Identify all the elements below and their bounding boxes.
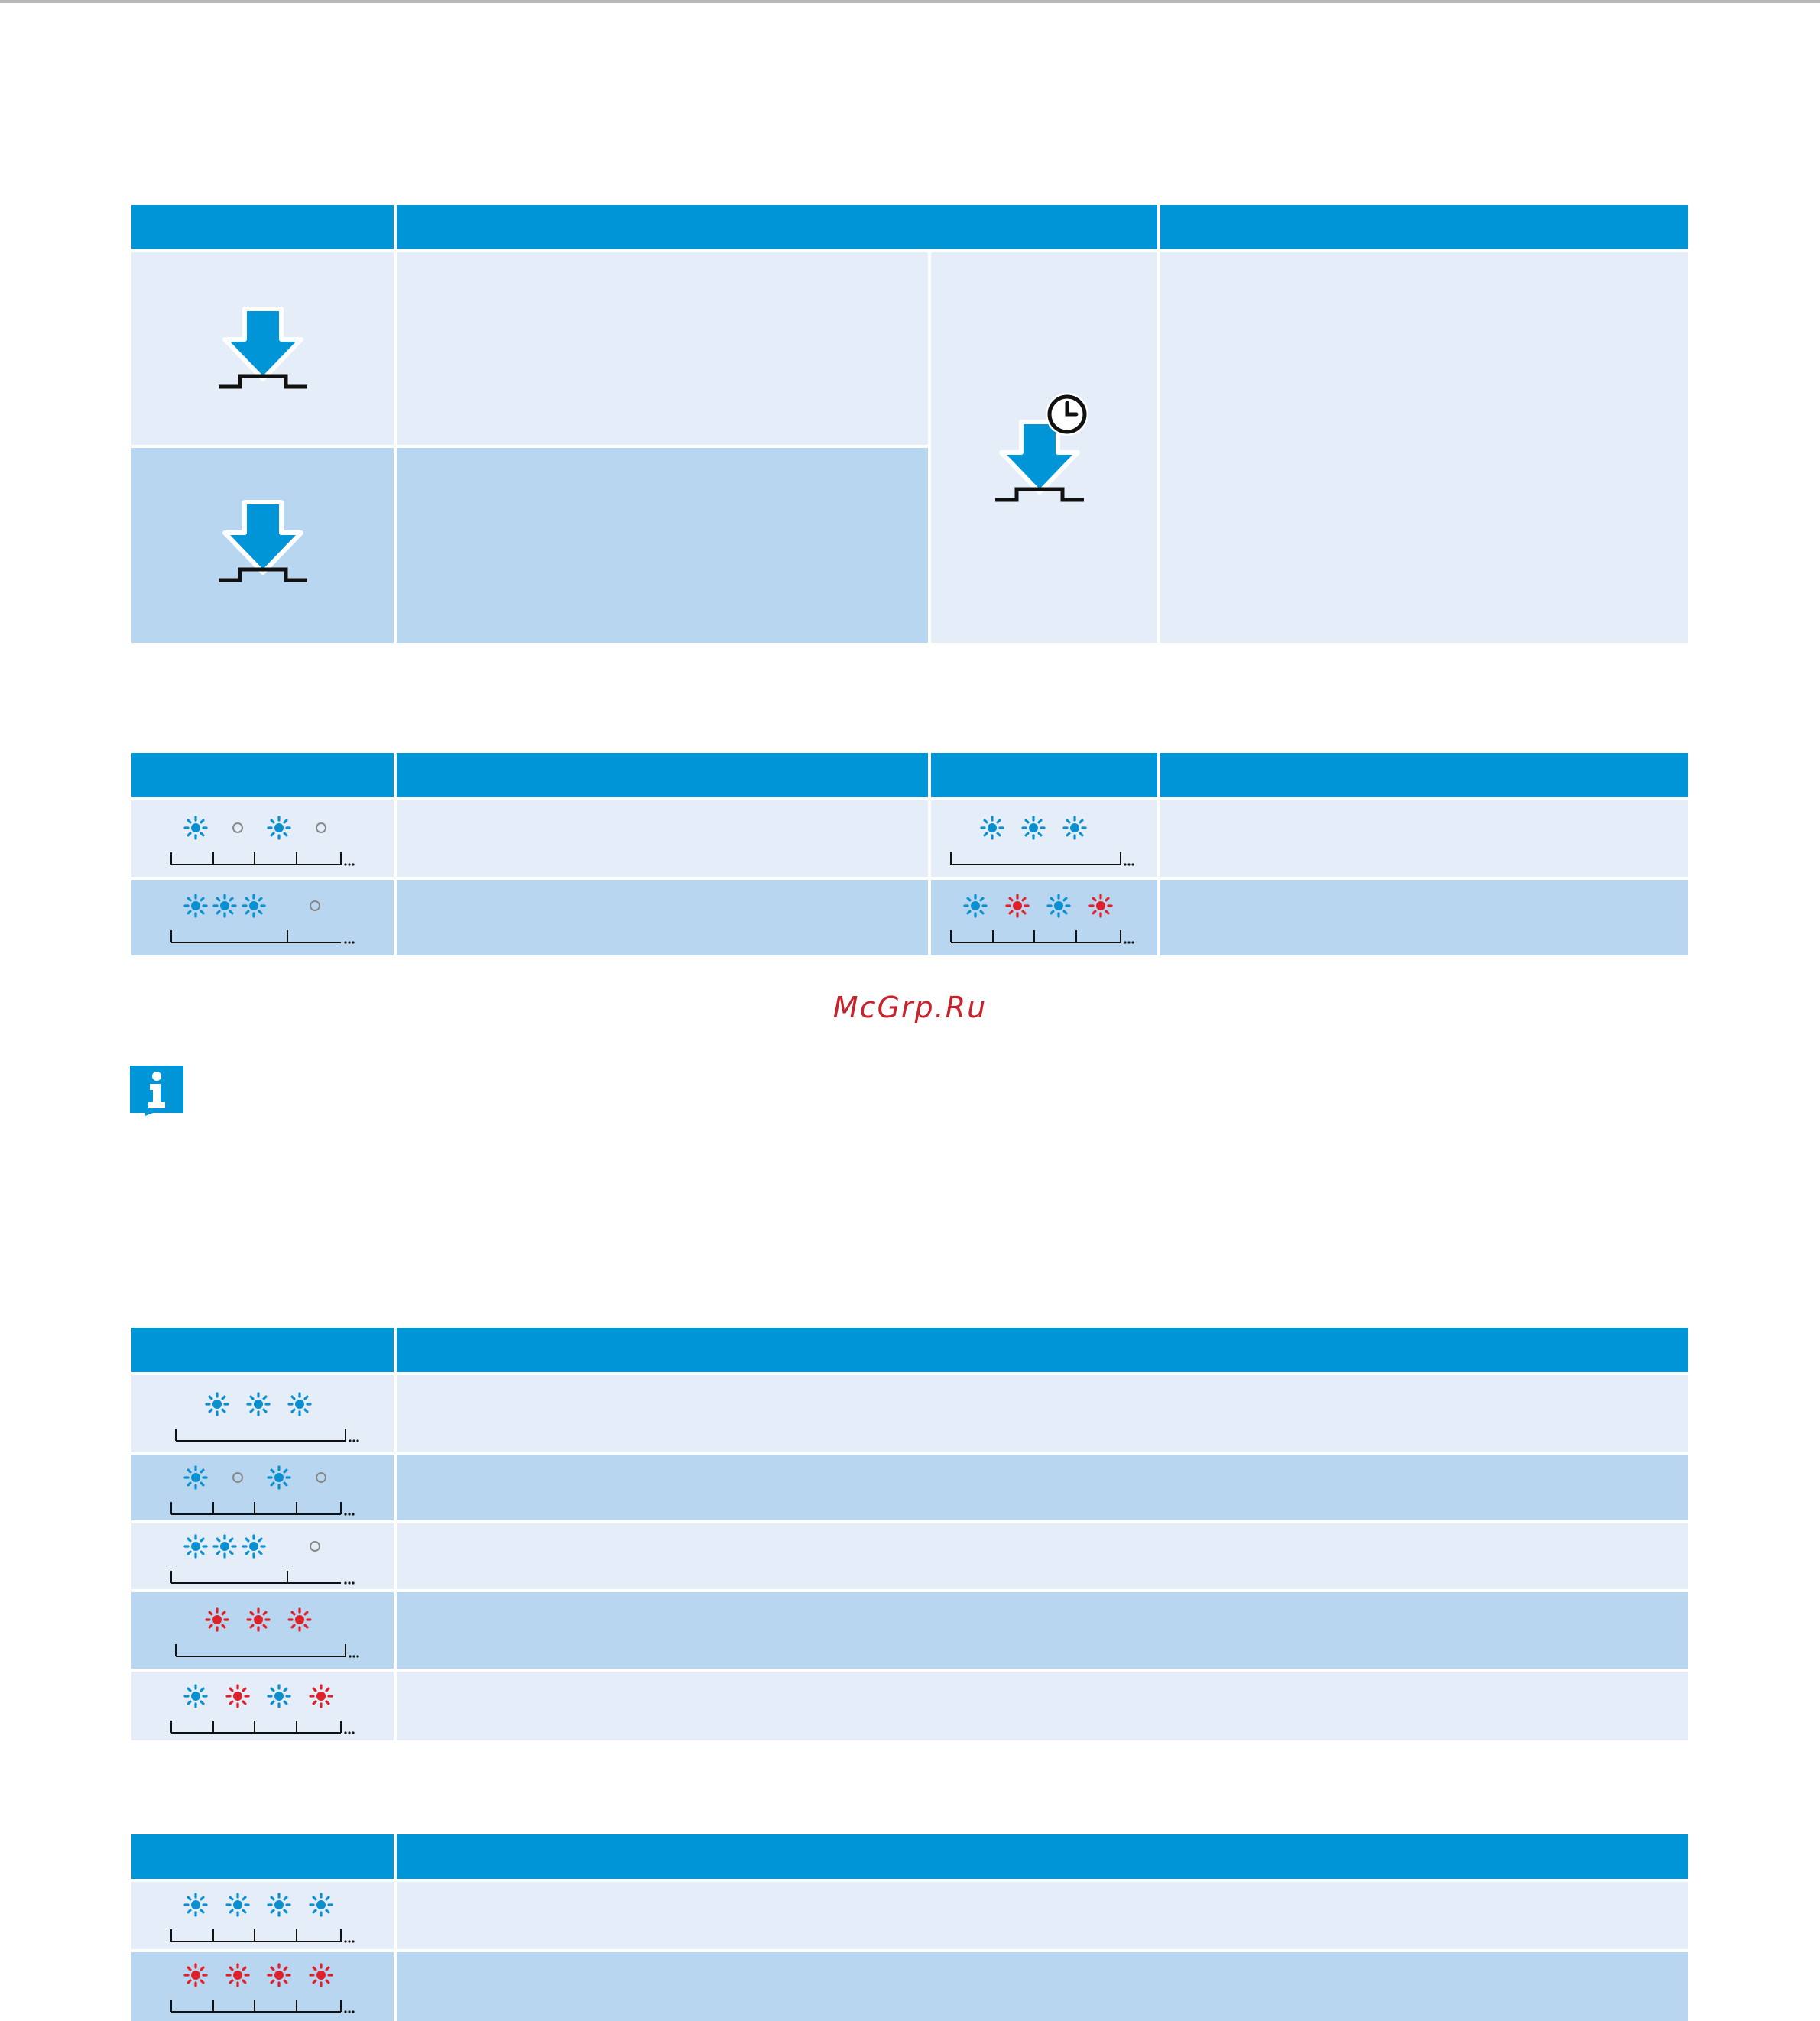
led-lit-icon xyxy=(227,1894,248,1916)
led-lit-icon xyxy=(243,1536,264,1557)
timeline-axis xyxy=(171,930,355,944)
table-row-description xyxy=(397,1672,1688,1740)
led-pattern-icon xyxy=(171,809,362,871)
table-row-description xyxy=(1160,252,1688,643)
led-pattern-icon xyxy=(951,809,1142,871)
table-row-description xyxy=(397,1523,1688,1589)
table-row xyxy=(131,1952,394,2021)
table-row-description xyxy=(1160,880,1688,955)
led-off-icon xyxy=(310,901,320,910)
table-row-description xyxy=(1160,800,1688,877)
table-row xyxy=(131,1455,394,1520)
table-row xyxy=(131,252,394,445)
table-row xyxy=(131,880,394,955)
led-lit-icon xyxy=(1064,817,1085,839)
led-lit-icon xyxy=(227,1685,248,1707)
table-row xyxy=(131,1882,394,1949)
table-row-description xyxy=(397,1882,1688,1949)
led-lit-icon xyxy=(289,1609,310,1630)
timeline-axis xyxy=(171,1502,355,1516)
led-pattern-icon xyxy=(171,1678,362,1739)
table-button-actions xyxy=(131,205,1688,643)
led-lit-icon xyxy=(310,1685,332,1707)
timeline-axis xyxy=(171,1721,355,1734)
timeline-axis xyxy=(176,1644,359,1658)
led-pattern-icon xyxy=(171,1886,362,1948)
table-row-description xyxy=(397,1455,1688,1520)
table-header-cell xyxy=(1160,753,1688,797)
timeline-axis xyxy=(171,1571,355,1585)
led-pattern-icon xyxy=(171,1957,362,2018)
led-lit-icon xyxy=(214,895,235,916)
led-lit-icon xyxy=(248,1393,269,1415)
table-header-cell xyxy=(397,205,928,249)
button-press-icon xyxy=(216,306,310,391)
led-lit-icon xyxy=(214,1536,235,1557)
led-pattern-icon xyxy=(171,1528,362,1589)
led-lit-icon xyxy=(289,1393,310,1415)
led-pattern-icon xyxy=(176,1386,367,1447)
led-off-icon xyxy=(233,1473,242,1482)
led-lit-icon xyxy=(185,1467,206,1488)
led-lit-icon xyxy=(1007,895,1028,916)
table-row-description xyxy=(397,1375,1688,1452)
led-lit-icon xyxy=(185,1894,206,1916)
led-pattern-icon xyxy=(171,1459,362,1520)
table-header-cell xyxy=(397,753,928,797)
timeline-axis xyxy=(176,1429,359,1442)
led-off-icon xyxy=(316,823,326,832)
table-led-patterns-1 xyxy=(131,753,1688,955)
led-off-icon xyxy=(316,1473,326,1482)
table-header-cell xyxy=(397,1328,1688,1372)
timeline-axis xyxy=(171,2000,355,2013)
led-lit-icon xyxy=(185,1536,206,1557)
led-pattern-icon xyxy=(171,887,362,949)
led-lit-icon xyxy=(1048,895,1069,916)
timeline-axis xyxy=(951,852,1134,866)
table-row-description xyxy=(397,880,928,955)
table-header-cell xyxy=(931,753,1157,797)
table-row xyxy=(131,448,394,643)
table-led-patterns-3 xyxy=(131,1834,1688,2021)
led-lit-icon xyxy=(206,1393,228,1415)
led-lit-icon xyxy=(1090,895,1111,916)
timeline-axis xyxy=(171,852,355,866)
led-lit-icon xyxy=(310,1894,332,1916)
led-lit-icon xyxy=(206,1609,228,1630)
led-lit-icon xyxy=(981,817,1003,839)
table-led-patterns-2 xyxy=(131,1328,1688,1740)
table-row xyxy=(131,1672,394,1740)
led-lit-icon xyxy=(227,1964,248,1986)
table-row-description xyxy=(397,448,928,643)
timeline-axis xyxy=(171,1929,355,1943)
table-header-cell xyxy=(131,1328,394,1372)
led-lit-icon xyxy=(185,1685,206,1707)
table-header-cell xyxy=(131,205,394,249)
table-row-description xyxy=(397,252,928,445)
led-lit-icon xyxy=(268,1894,290,1916)
table-header-cell xyxy=(931,205,1157,249)
table-row-description xyxy=(397,1952,1688,2021)
led-pattern-icon xyxy=(176,1601,367,1663)
table-header-cell xyxy=(131,753,394,797)
table-row xyxy=(931,880,1157,955)
led-lit-icon xyxy=(268,817,290,839)
table-row-description xyxy=(397,800,928,877)
table-header-cell xyxy=(397,1834,1688,1879)
table-header-cell xyxy=(131,1834,394,1879)
led-lit-icon xyxy=(268,1964,290,1986)
table-row xyxy=(131,800,394,877)
led-lit-icon xyxy=(268,1467,290,1488)
table-row xyxy=(131,1375,394,1452)
led-lit-icon xyxy=(965,895,986,916)
led-lit-icon xyxy=(1023,817,1044,839)
led-lit-icon xyxy=(268,1685,290,1707)
table-row xyxy=(931,800,1157,877)
timeline-axis xyxy=(951,930,1134,944)
table-row xyxy=(131,1592,394,1669)
button-press-icon xyxy=(216,499,310,585)
led-lit-icon xyxy=(185,817,206,839)
led-lit-icon xyxy=(185,895,206,916)
watermark: McGrp.Ru xyxy=(832,991,988,1024)
led-lit-icon xyxy=(243,895,264,916)
led-off-icon xyxy=(310,1542,320,1551)
led-lit-icon xyxy=(185,1964,206,1986)
top-rule xyxy=(0,0,1820,3)
info-icon xyxy=(130,1066,183,1116)
clock-icon xyxy=(1046,393,1088,436)
led-lit-icon xyxy=(248,1609,269,1630)
table-header-cell xyxy=(1160,205,1688,249)
button-hold-timer-icon xyxy=(992,390,1099,504)
table-row xyxy=(931,252,1157,643)
led-pattern-icon xyxy=(951,887,1142,949)
table-row xyxy=(131,1523,394,1589)
table-row-description xyxy=(397,1592,1688,1669)
led-off-icon xyxy=(233,823,242,832)
led-lit-icon xyxy=(310,1964,332,1986)
